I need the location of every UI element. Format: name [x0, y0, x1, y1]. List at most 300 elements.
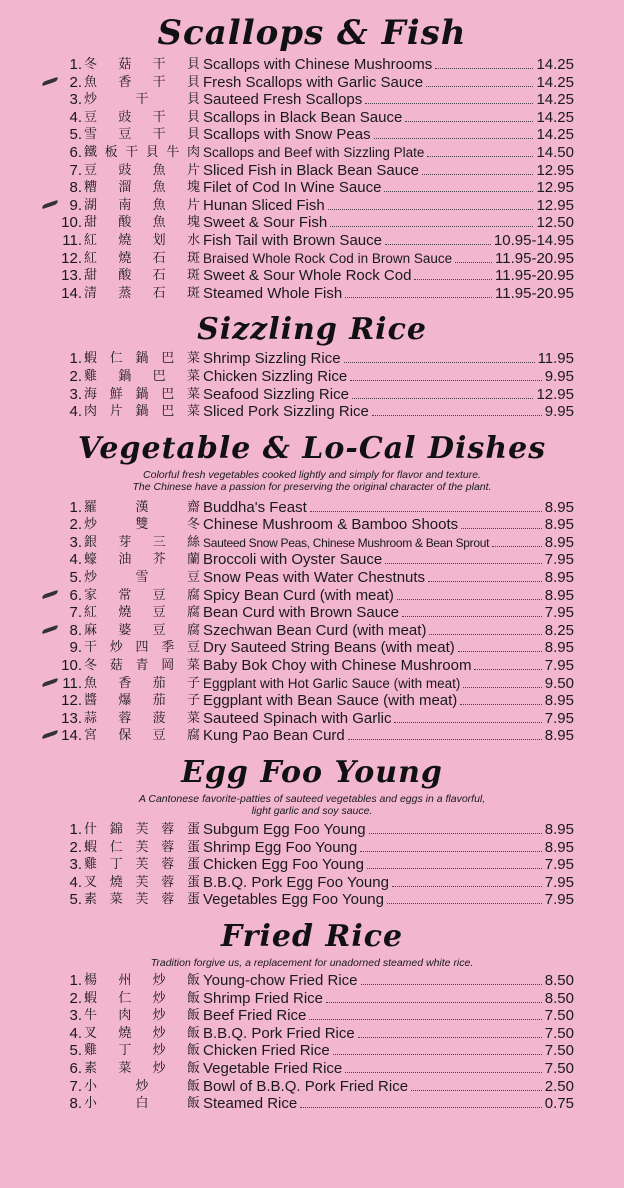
dot-leader — [394, 710, 541, 723]
item-english-name: Broccoli with Oyster Sauce — [203, 551, 383, 569]
item-english-row — [203, 214, 574, 232]
list-vegetable — [0, 499, 624, 745]
item-price: 8.95 — [544, 498, 574, 516]
item-english-row — [203, 350, 574, 368]
item-english-row — [203, 197, 574, 215]
item-number: 11. — [62, 231, 82, 249]
item-english-name: Baby Bok Choy with Chinese Mushroom — [203, 657, 472, 675]
item-chinese-name: 宮 保 豆 腐 — [84, 728, 200, 744]
item-price: 2.50 — [544, 1077, 574, 1095]
item-chinese-name: 醬 爆 茄 子 — [84, 693, 200, 709]
item-price: 14.25 — [536, 126, 574, 144]
item-chinese-name: 豆 豉 魚 片 — [84, 162, 200, 178]
item-english-row — [203, 821, 574, 839]
item-english-row — [203, 232, 574, 250]
section-title-eggfoo: Egg Foo Young — [181, 755, 443, 790]
item-number: 4. — [69, 551, 82, 569]
menu-item — [0, 403, 624, 421]
item-english-row — [203, 551, 574, 569]
list-eggfoo — [0, 821, 624, 909]
menu-item — [0, 1042, 624, 1060]
menu-item — [0, 232, 624, 250]
item-english-row — [203, 1060, 574, 1078]
dot-leader — [402, 604, 542, 617]
dot-leader — [405, 109, 533, 122]
item-price: 7.95 — [544, 551, 574, 569]
item-english-name: Chinese Mushroom & Bamboo Shoots — [203, 516, 459, 534]
dot-leader — [463, 675, 541, 688]
item-english-name: Steamed Rice — [203, 1095, 298, 1113]
item-number: 4. — [69, 403, 82, 421]
item-chinese-name: 魚 香 干 貝 — [84, 74, 200, 90]
item-english-row — [203, 692, 574, 710]
item-number: 2. — [69, 367, 82, 385]
item-english-name: Dry Sauteed String Beans (with meat) — [203, 639, 455, 657]
item-price: 12.95 — [536, 161, 574, 179]
menu-item — [0, 91, 624, 109]
item-number: 4. — [69, 873, 82, 891]
item-chinese-name: 什 錦 芙 蓉 蛋 — [84, 822, 200, 837]
item-price: 7.50 — [544, 1042, 574, 1060]
menu-item — [0, 386, 624, 404]
menu-item — [0, 856, 624, 874]
item-chinese-name: 甜 酸 魚 塊 — [84, 215, 200, 231]
section-subtitle-vegetable-2: The Chinese have a passion for preserving the original character of the plant. — [132, 480, 492, 493]
item-english-name: Young-chow Fried Rice — [203, 971, 358, 989]
section-subtitle-eggfoo-2: light garlic and soy sauce. — [251, 805, 373, 817]
item-english-name: Sliced Fish in Black Bean Sauce — [203, 161, 419, 179]
item-english-name: Scallops in Black Bean Sauce — [203, 108, 403, 126]
item-number: 9. — [69, 196, 82, 214]
dot-leader — [372, 403, 542, 416]
item-english-name: Spicy Bean Curd (with meat) — [203, 586, 394, 604]
item-number: 13. — [61, 267, 82, 285]
item-price: 8.95 — [544, 586, 574, 604]
item-english-row — [203, 250, 574, 268]
item-chinese-name: 炒 雙 冬 — [84, 517, 200, 533]
item-english-name: B.B.Q. Pork Fried Rice — [203, 1024, 355, 1042]
item-price: 9.50 — [544, 674, 574, 692]
item-chinese-name: 冬 菇 青 岡 菜 — [84, 658, 200, 674]
item-chinese-name: 素 菜 炒 飯 — [84, 1060, 200, 1076]
dot-leader — [435, 56, 533, 69]
menu-item — [0, 639, 624, 657]
item-number: 8. — [69, 179, 82, 197]
item-english-row — [203, 499, 574, 517]
item-price: 7.95 — [544, 873, 574, 891]
dot-leader — [414, 267, 492, 280]
menu-item — [0, 604, 624, 622]
dot-leader — [460, 692, 541, 705]
item-price: 14.25 — [536, 73, 574, 91]
item-english-name: Sauteed Snow Peas, Chinese Mushroom & Bean Sprout — [203, 535, 490, 550]
item-price: 7.50 — [544, 1024, 574, 1042]
item-english-name: Shrimp Egg Foo Young — [203, 838, 358, 856]
dot-leader — [461, 516, 542, 529]
item-number: 5. — [69, 569, 82, 587]
section-title-sizzling: Sizzling Rice — [197, 312, 427, 348]
menu-item — [0, 56, 624, 74]
menu-item — [0, 534, 624, 552]
list-sizzling — [0, 350, 624, 420]
item-english-row — [203, 1095, 574, 1113]
item-price: 8.95 — [544, 533, 574, 551]
item-price: 11.95-20.95 — [495, 267, 574, 285]
item-price: 9.95 — [544, 367, 574, 385]
item-price: 7.95 — [544, 891, 574, 909]
dot-leader — [352, 386, 534, 399]
dot-leader — [411, 1078, 542, 1091]
item-chinese-name: 湖 南 魚 片 — [84, 197, 200, 213]
item-price: 7.95 — [544, 657, 574, 675]
item-number: 3. — [69, 533, 82, 551]
item-english-row — [203, 622, 574, 640]
item-english-row — [203, 710, 574, 728]
item-english-row — [203, 972, 574, 990]
item-english-row — [203, 162, 574, 180]
item-english-name: Fish Tail with Brown Sauce — [203, 231, 382, 249]
item-english-row — [203, 386, 574, 404]
menu-item — [0, 74, 624, 92]
menu-item — [0, 1078, 624, 1096]
dot-leader — [326, 990, 542, 1003]
item-number: 3. — [69, 385, 82, 403]
item-english-name: Sliced Pork Sizzling Rice — [203, 403, 369, 421]
menu-item — [0, 285, 624, 303]
dot-leader — [333, 1042, 542, 1055]
item-english-name: Sweet & Sour Fish — [203, 214, 328, 232]
item-price: 8.95 — [544, 821, 574, 838]
item-english-name: Scallops with Chinese Mushrooms — [203, 56, 433, 73]
item-chinese-name: 叉 燒 芙 蓉 蛋 — [84, 874, 200, 890]
item-english-row — [203, 144, 574, 162]
item-english-row — [203, 569, 574, 587]
menu-item — [0, 1025, 624, 1043]
item-number: 12. — [61, 249, 82, 267]
dot-leader — [422, 162, 534, 175]
item-english-row — [203, 1007, 574, 1025]
dot-leader — [348, 727, 542, 740]
item-chinese-name: 干 炒 四 季 豆 — [84, 640, 200, 656]
menu-item — [0, 499, 624, 517]
item-chinese-name: 羅 漢 齋 — [84, 499, 200, 515]
item-number: 1. — [69, 821, 82, 838]
item-english-name: Sauteed Fresh Scallops — [203, 91, 363, 109]
list-scallops — [0, 56, 624, 302]
item-english-row — [203, 368, 574, 386]
item-english-name: Steamed Whole Fish — [203, 284, 343, 302]
item-price: 12.95 — [536, 385, 574, 403]
menu-item — [0, 972, 624, 990]
item-chinese-name: 鐵 板 干 貝 牛 肉 — [84, 144, 200, 160]
item-english-row — [203, 657, 574, 675]
menu-item — [0, 675, 624, 693]
item-price: 7.95 — [544, 604, 574, 622]
item-price: 8.50 — [544, 989, 574, 1007]
dot-leader — [384, 179, 533, 192]
dot-leader — [369, 821, 542, 834]
dot-leader — [428, 569, 542, 582]
dot-leader — [429, 622, 541, 635]
dot-leader — [385, 551, 542, 564]
item-chinese-name: 牛 肉 炒 飯 — [84, 1008, 200, 1024]
item-chinese-name: 紅 燒 石 斑 — [84, 250, 200, 266]
item-chinese-name: 麻 婆 豆 腐 — [84, 622, 200, 638]
item-english-name: Shrimp Sizzling Rice — [203, 350, 341, 368]
item-english-name: Scallops with Snow Peas — [203, 126, 371, 144]
item-price: 7.50 — [544, 1007, 574, 1025]
menu-item — [0, 692, 624, 710]
menu-item — [0, 1095, 624, 1113]
item-chinese-name: 雞 丁 炒 飯 — [84, 1043, 200, 1059]
item-price: 10.95-14.95 — [493, 231, 574, 249]
item-chinese-name: 小 炒 飯 — [84, 1078, 200, 1094]
menu-item — [0, 350, 624, 368]
item-english-row — [203, 126, 574, 144]
item-number: 14. — [61, 727, 82, 745]
dot-leader — [374, 126, 534, 139]
menu-item — [0, 587, 624, 605]
dot-leader — [492, 534, 542, 547]
menu-item — [0, 821, 624, 839]
menu-item — [0, 874, 624, 892]
item-number: 4. — [69, 108, 82, 126]
item-price: 12.50 — [536, 214, 574, 232]
item-price: 8.25 — [544, 621, 574, 639]
item-price: 14.50 — [536, 143, 574, 161]
menu-item — [0, 891, 624, 909]
menu-item — [0, 516, 624, 534]
section-subtitle-eggfoo-1: A Cantonese favorite-patties of sauteed vegetables and eggs in a flavorful, — [138, 793, 486, 805]
item-number: 6. — [69, 1059, 82, 1077]
item-number: 1. — [69, 350, 82, 368]
item-number: 7. — [69, 1077, 82, 1095]
menu-item — [0, 126, 624, 144]
item-price: 8.95 — [544, 516, 574, 534]
item-english-name: Chicken Fried Rice — [203, 1042, 330, 1060]
item-english-name: Vegetable Fried Rice — [203, 1059, 343, 1077]
item-english-row — [203, 891, 574, 909]
item-english-name: Braised Whole Rock Cod in Brown Sauce — [203, 250, 453, 266]
item-english-row — [203, 587, 574, 605]
item-chinese-name: 蠔 油 芥 蘭 — [84, 552, 200, 568]
menu-item — [0, 214, 624, 232]
item-english-name: Fresh Scallops with Garlic Sauce — [203, 73, 424, 91]
menu-item — [0, 569, 624, 587]
item-price: 11.95-20.95 — [495, 249, 574, 267]
item-chinese-name: 素 菜 芙 蓉 蛋 — [84, 892, 200, 908]
item-number: 10. — [61, 214, 82, 232]
dot-leader — [344, 350, 535, 363]
menu-item — [0, 727, 624, 745]
item-chinese-name: 豆 豉 干 貝 — [84, 109, 200, 125]
section-title-fried: Fried Rice — [220, 918, 404, 954]
item-number: 1. — [69, 971, 82, 989]
menu-item — [0, 1007, 624, 1025]
menu-item — [0, 197, 624, 215]
menu-item — [0, 990, 624, 1008]
item-number: 4. — [69, 1024, 82, 1042]
item-price: 7.95 — [544, 709, 574, 727]
item-number: 8. — [69, 1095, 82, 1113]
item-english-row — [203, 56, 574, 74]
item-chinese-name: 雪 豆 干 貝 — [84, 127, 200, 143]
dot-leader — [358, 1025, 542, 1038]
item-price: 12.95 — [536, 179, 574, 197]
item-english-name: Seafood Sizzling Rice — [203, 385, 349, 403]
dot-leader — [328, 197, 534, 210]
item-chinese-name: 雞 鍋 巴 菜 — [84, 368, 200, 384]
menu-item — [0, 109, 624, 127]
item-price: 8.95 — [544, 639, 574, 657]
dot-leader — [387, 891, 542, 904]
item-price: 8.95 — [544, 692, 574, 710]
item-chinese-name: 蒜 蓉 菠 菜 — [84, 710, 200, 726]
item-number: 13. — [61, 709, 82, 727]
item-price: 14.25 — [536, 56, 574, 73]
item-number: 7. — [69, 604, 82, 622]
item-english-name: Sweet & Sour Whole Rock Cod — [203, 267, 412, 285]
item-number: 2. — [69, 838, 82, 856]
item-price: 12.95 — [536, 196, 574, 214]
item-english-row — [203, 675, 574, 693]
item-english-name: Sauteed Spinach with Garlic — [203, 709, 392, 727]
item-number: 5. — [69, 126, 82, 144]
item-price: 7.95 — [544, 856, 574, 874]
item-number: 14. — [61, 284, 82, 302]
item-number: 2. — [69, 989, 82, 1007]
section-subtitle-fried: Tradition forgive us, a replacement for unadorned steamed white rice. — [150, 956, 474, 969]
item-price: 11.95 — [537, 350, 574, 368]
item-english-row — [203, 516, 574, 534]
item-chinese-name: 海 鮮 鍋 巴 菜 — [84, 386, 200, 402]
item-price: 7.50 — [544, 1059, 574, 1077]
item-number: 2. — [69, 73, 82, 91]
item-english-name: Eggplant with Hot Garlic Sauce (with meat) — [203, 675, 461, 691]
item-chinese-name: 叉 燒 炒 飯 — [84, 1025, 200, 1041]
dot-leader — [458, 639, 542, 652]
dot-leader — [427, 144, 533, 157]
item-price: 9.95 — [544, 403, 574, 421]
item-english-row — [203, 639, 574, 657]
item-english-name: Filet of Cod In Wine Sauce — [203, 179, 382, 197]
item-number: 8. — [69, 621, 82, 639]
item-english-row — [203, 403, 574, 421]
item-english-name: B.B.Q. Pork Egg Foo Young — [203, 873, 389, 891]
item-english-name: Scallops and Beef with Sizzling Plate — [203, 144, 425, 160]
item-chinese-name: 冬 菇 干 貝 — [84, 57, 200, 72]
dot-leader — [365, 91, 533, 104]
item-number: 1. — [69, 56, 82, 73]
item-english-name: Buddha's Feast — [203, 498, 307, 516]
item-english-row — [203, 285, 574, 303]
item-chinese-name: 魚 香 茄 子 — [84, 675, 200, 691]
item-english-row — [203, 1042, 574, 1060]
dot-leader — [300, 1095, 542, 1108]
item-number: 5. — [69, 891, 82, 909]
item-chinese-name: 清 蒸 石 斑 — [84, 285, 200, 301]
item-english-row — [203, 74, 574, 92]
dot-leader — [397, 587, 542, 600]
dot-leader — [360, 839, 542, 852]
item-price: 8.95 — [544, 569, 574, 587]
item-english-name: Bowl of B.B.Q. Pork Fried Rice — [203, 1077, 409, 1095]
item-number: 9. — [69, 639, 82, 657]
item-chinese-name: 蝦 仁 芙 蓉 蛋 — [84, 839, 200, 855]
dot-leader — [350, 368, 542, 381]
item-chinese-name: 肉 片 鍋 巴 菜 — [84, 404, 200, 420]
item-chinese-name: 蝦 仁 鍋 巴 菜 — [84, 351, 200, 367]
item-number: 5. — [69, 1042, 82, 1060]
item-number: 3. — [69, 1007, 82, 1025]
menu-item — [0, 839, 624, 857]
item-english-name: Szechwan Bean Curd (with meat) — [203, 621, 427, 639]
dot-leader — [345, 1060, 542, 1073]
item-number: 3. — [69, 91, 82, 109]
item-chinese-name: 銀 芽 三 絲 — [84, 534, 200, 550]
item-english-name: Eggplant with Bean Sauce (with meat) — [203, 692, 458, 710]
dot-leader — [330, 214, 533, 227]
item-number: 1. — [69, 498, 82, 516]
item-english-row — [203, 91, 574, 109]
item-english-name: Chicken Egg Foo Young — [203, 856, 364, 874]
item-english-row — [203, 839, 574, 857]
item-price: 8.95 — [544, 838, 574, 856]
item-number: 3. — [69, 856, 82, 874]
item-english-row — [203, 1025, 574, 1043]
item-english-row — [203, 727, 574, 745]
item-chinese-name: 家 常 豆 腐 — [84, 587, 200, 603]
dot-leader — [426, 74, 533, 87]
menu-page — [0, 10, 624, 1188]
item-chinese-name: 小 白 飯 — [84, 1096, 200, 1112]
menu-item — [0, 267, 624, 285]
item-number: 12. — [61, 692, 82, 710]
dot-leader — [309, 1007, 541, 1020]
item-number: 2. — [69, 516, 82, 534]
list-fried — [0, 972, 624, 1113]
item-number: 6. — [69, 143, 82, 161]
menu-item — [0, 368, 624, 386]
item-chinese-name: 甜 酸 石 斑 — [84, 268, 200, 284]
menu-item — [0, 551, 624, 569]
dot-leader — [310, 499, 542, 512]
item-chinese-name: 糟 溜 魚 塊 — [84, 180, 200, 196]
item-chinese-name: 楊 州 炒 飯 — [84, 972, 200, 988]
item-chinese-name: 炒 雪 豆 — [84, 570, 200, 586]
item-price: 14.25 — [536, 108, 574, 126]
dot-leader — [361, 972, 542, 985]
item-price: 8.50 — [544, 971, 574, 989]
item-number: 7. — [69, 161, 82, 179]
item-english-name: Bean Curd with Brown Sauce — [203, 604, 399, 622]
section-title-vegetable: Vegetable & Lo-Cal Dishes — [77, 430, 547, 466]
item-english-row — [203, 604, 574, 622]
item-english-name: Beef Fried Rice — [203, 1007, 307, 1025]
item-number: 6. — [69, 586, 82, 604]
dot-leader — [345, 285, 492, 298]
menu-item — [0, 622, 624, 640]
dot-leader — [367, 856, 542, 869]
item-english-row — [203, 1078, 574, 1096]
menu-item — [0, 250, 624, 268]
item-english-row — [203, 179, 574, 197]
menu-item — [0, 710, 624, 728]
menu-item — [0, 144, 624, 162]
item-chinese-name: 紅 燒 豆 腐 — [84, 605, 200, 621]
item-english-name: Subgum Egg Foo Young — [203, 821, 366, 838]
item-english-row — [203, 267, 574, 285]
